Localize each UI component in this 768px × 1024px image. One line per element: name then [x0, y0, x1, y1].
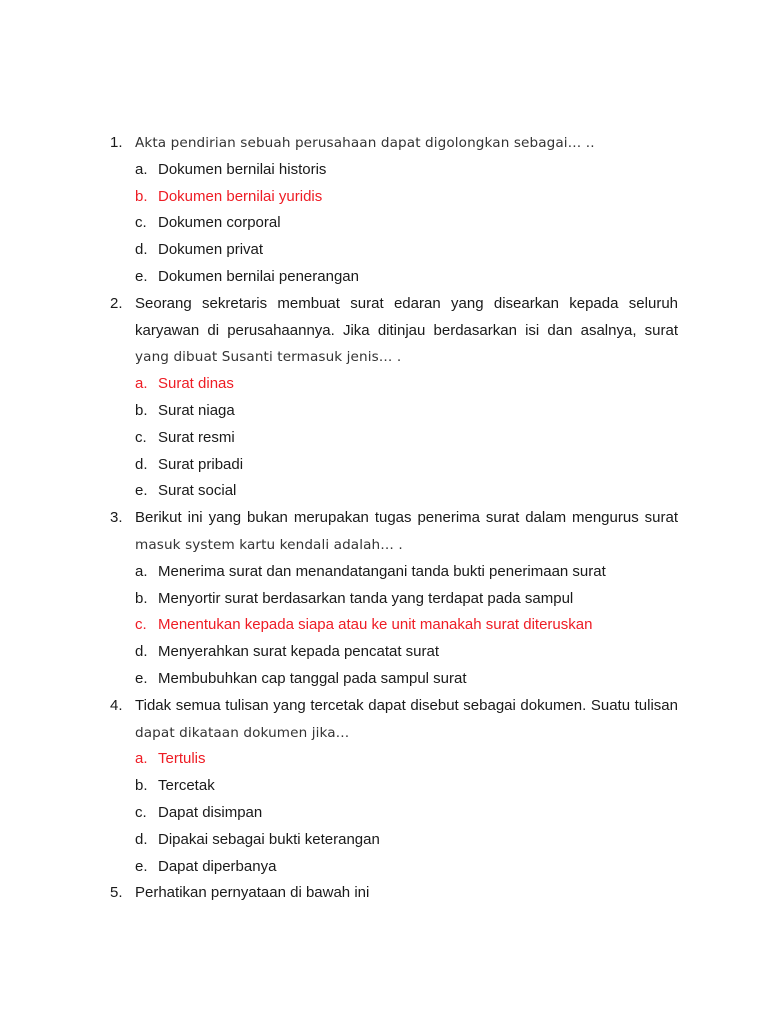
question-stem — [110, 880, 678, 907]
option-letter: c. — [135, 214, 147, 232]
option-letter: a. — [135, 375, 148, 393]
option-list — [110, 157, 678, 291]
option-text: Dokumen bernilai yuridis — [158, 187, 323, 205]
option-text: Menyerahkan surat kepada pencatat surat — [158, 643, 440, 661]
question-number: 2. — [110, 294, 123, 312]
option-correct — [110, 612, 678, 639]
option-text: Membubuhkan cap tanggal pada sampul surat — [158, 669, 467, 687]
option-letter: b. — [135, 187, 148, 205]
option-letter: b. — [135, 401, 148, 419]
option-text: Menyortir surat berdasarkan tanda yang terdapat pada sampul — [158, 589, 574, 607]
option-letter: e. — [135, 857, 148, 875]
option — [110, 586, 678, 613]
question-line: Seorang sekretaris membuat surat edaran yang disearkan kepada seluruh — [135, 294, 678, 312]
option — [110, 452, 678, 479]
option-letter: c. — [135, 616, 147, 634]
option-letter: e. — [135, 669, 148, 687]
option — [110, 773, 678, 800]
question-line: karyawan di perusahaannya. Jika ditinjau berdasarkan isi dan asalnya, surat — [135, 321, 678, 339]
question-2 — [110, 291, 678, 505]
question-number: 4. — [110, 696, 123, 714]
question-line: Berikut ini yang bukan merupakan tugas penerima surat dalam mengurus surat — [135, 509, 678, 527]
option-text: Dokumen corporal — [158, 214, 281, 232]
option — [110, 666, 678, 693]
question-line: masuk system kartu kendali adalah… . — [135, 536, 403, 553]
option — [110, 478, 678, 505]
question-text — [135, 880, 678, 907]
question-text — [135, 693, 678, 747]
option-text: Surat social — [158, 482, 237, 500]
option-list — [110, 371, 678, 505]
question-text — [135, 505, 678, 559]
option-text: Surat pribadi — [158, 455, 244, 473]
option-correct — [110, 184, 678, 211]
option-list — [110, 746, 678, 880]
option-text: Dipakai sebagai bukti keterangan — [158, 830, 380, 848]
option-letter: a. — [135, 160, 148, 178]
option-text: Dokumen privat — [158, 241, 264, 259]
option-letter: e. — [135, 267, 148, 285]
question-number: 1. — [110, 134, 123, 151]
option-text: Surat dinas — [158, 375, 234, 393]
option-text: Tertulis — [158, 750, 206, 768]
option-letter: b. — [135, 589, 148, 607]
question-list — [110, 130, 678, 907]
option — [110, 800, 678, 827]
question-5 — [110, 880, 678, 907]
option — [110, 639, 678, 666]
question-line: Akta pendirian sebuah perusahaan dapat digolongkan sebagai… .. — [135, 135, 595, 151]
option — [110, 559, 678, 586]
question-text — [135, 130, 678, 157]
question-line: Tidak semua tulisan yang tercetak dapat disebut sebagai dokumen. Suatu tulisan — [135, 696, 678, 714]
option — [110, 398, 678, 425]
option-text: Surat niaga — [158, 401, 235, 419]
option — [110, 425, 678, 452]
question-line: dapat dikataan dokumen jika… — [135, 724, 350, 741]
option-text: Dokumen bernilai penerangan — [158, 267, 359, 285]
question-stem — [110, 291, 678, 371]
question-text — [135, 291, 678, 371]
question-4 — [110, 693, 678, 881]
option-list — [110, 559, 678, 693]
question-number: 3. — [110, 509, 123, 527]
option-letter: a. — [135, 750, 148, 768]
option — [110, 237, 678, 264]
option-letter: c. — [135, 803, 147, 821]
option — [110, 854, 678, 881]
option-text: Tercetak — [158, 777, 215, 795]
option-text: Dapat disimpan — [158, 803, 263, 821]
question-1 — [110, 130, 678, 291]
question-stem — [110, 130, 678, 157]
question-3 — [110, 505, 678, 693]
option-text: Dokumen bernilai historis — [158, 160, 327, 178]
question-line: Perhatikan pernyataan di bawah ini — [135, 884, 370, 902]
option-letter: d. — [135, 643, 148, 661]
option-letter: d. — [135, 455, 148, 473]
option-letter: b. — [135, 777, 148, 795]
question-stem — [110, 505, 678, 559]
question-number: 5. — [110, 884, 123, 902]
option — [110, 157, 678, 184]
option-text: Surat resmi — [158, 428, 235, 446]
option-letter: e. — [135, 482, 148, 500]
option — [110, 210, 678, 237]
question-line: yang dibuat Susanti termasuk jenis… . — [135, 349, 402, 366]
option — [110, 827, 678, 854]
question-stem — [110, 693, 678, 747]
option-letter: d. — [135, 830, 148, 848]
option-text: Menerima surat dan menandatangani tanda bukti penerimaan surat — [158, 562, 606, 580]
option-letter: d. — [135, 241, 148, 259]
option-letter: a. — [135, 562, 148, 580]
option-correct — [110, 371, 678, 398]
option-text: Menentukan kepada siapa atau ke unit manakah surat diteruskan — [158, 616, 593, 634]
option-letter: c. — [135, 428, 147, 446]
option-text: Dapat diperbanya — [158, 857, 277, 875]
option — [110, 264, 678, 291]
option-correct — [110, 746, 678, 773]
